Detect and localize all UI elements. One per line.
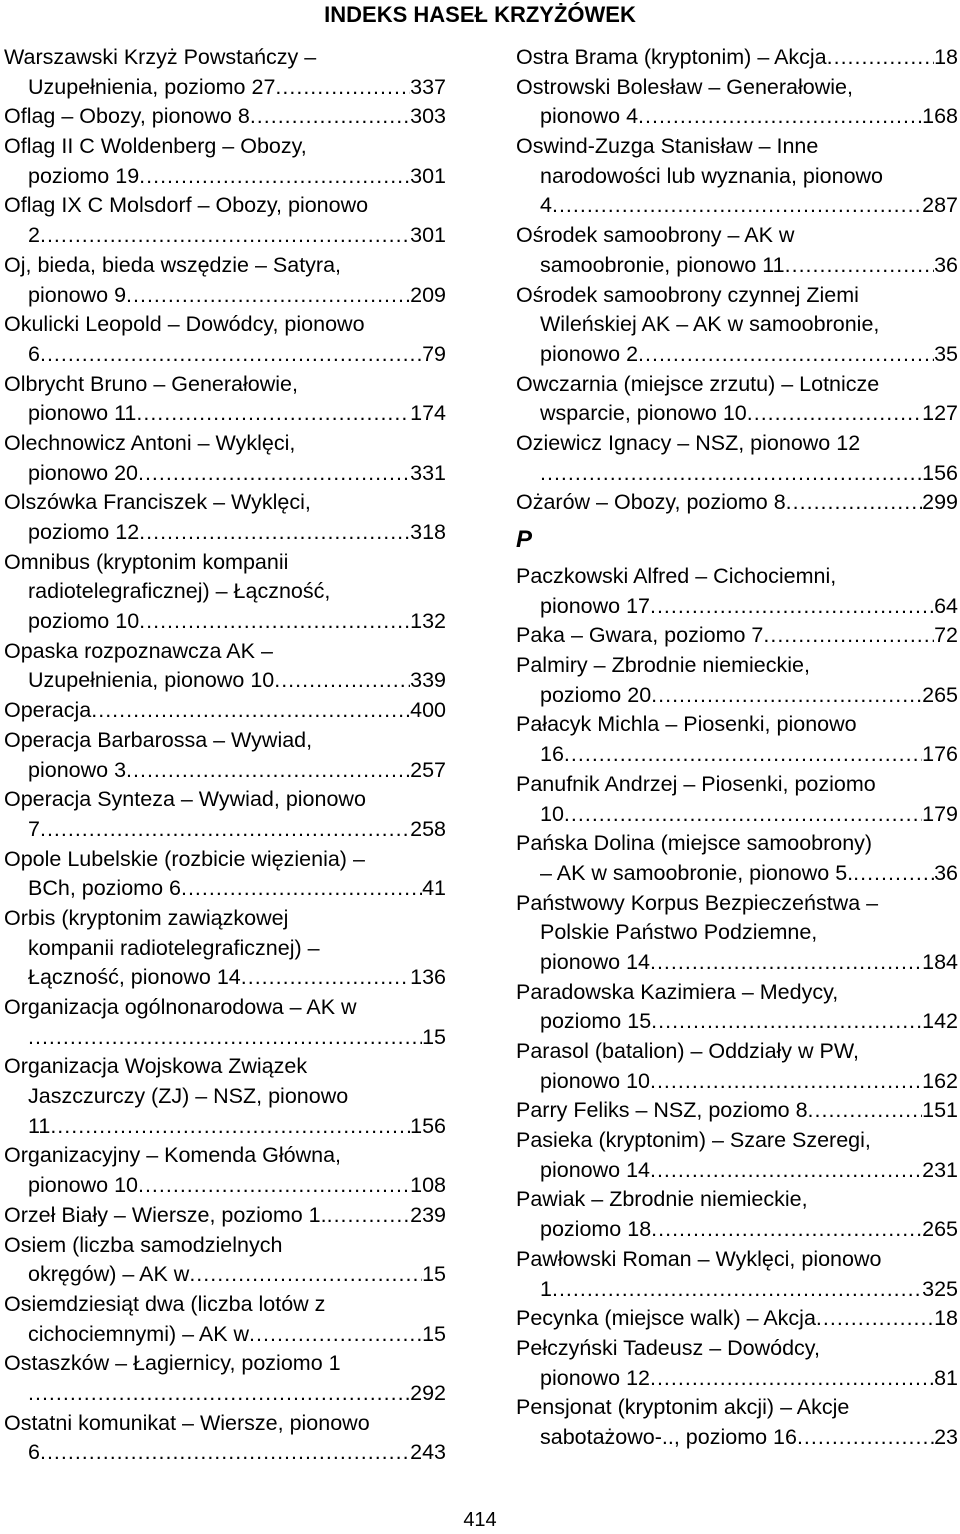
index-entry-text: Panufnik Andrzej – Piosenki, poziomo [516,771,876,796]
index-entry-page: 325 [922,1276,958,1301]
index-entry-text: Parasol (batalion) – Oddziały w PW, [516,1039,859,1063]
index-entry-page: 64 [934,593,958,618]
dot-leader [126,756,410,786]
index-entry-last-line [516,1275,958,1305]
dot-leader [250,102,410,132]
index-entry-last-line [4,221,446,251]
index-entry-page: 36 [934,252,958,277]
index-entry-page: 168 [922,104,958,129]
index-entry-page: 81 [934,1365,958,1390]
index-entry-page: 299 [922,490,958,515]
index-entry-page: 79 [422,341,446,366]
index-entry-last-line [4,815,446,845]
index-entry-last-line [4,459,446,489]
index-entry-text: Operacja [4,698,92,723]
index-entry [516,562,958,621]
dot-leader [138,1171,410,1201]
dot-leader [241,963,410,993]
dot-leader [808,1096,923,1126]
index-entry-text: kompanii radiotelegraficznej) – [28,935,320,960]
index-entry [4,637,446,696]
index-entry [4,429,446,488]
index-entry [516,829,958,888]
index-entry [4,1141,446,1200]
index-entry [516,132,958,221]
dot-leader [91,696,410,726]
index-entry [516,1185,958,1244]
index-entry [516,1304,958,1334]
index-entry-last-line [4,399,446,429]
index-entry [4,1409,446,1468]
index-entry-text: Operacja Synteza – Wywiad, pionowo [4,787,366,812]
index-entry [4,310,446,369]
index-entry-text: BCh, poziomo 6 [28,876,181,901]
index-entry-page: 231 [922,1157,958,1182]
index-entry-text: poziomo 18 [540,1217,652,1242]
index-entry-text: poziomo 10 [28,609,140,634]
index-entry-text: Pecynka (miejsce walk) – Akcja [516,1306,816,1331]
index-entry-last-line [4,1171,446,1201]
dot-leader [40,221,410,251]
index-entry-text: Pełczyński Tadeusz – Dowódcy, [516,1335,820,1360]
index-entry-text: pionowo 20 [28,460,138,485]
index-entry-last-line [4,1320,446,1350]
index-entry-last-line [4,1112,446,1142]
index-entry-last-line [516,1096,958,1126]
index-entry-text: Łączność, pionowo 14 [28,965,241,990]
index-entry-text: pionowo 2 [540,341,639,366]
dot-leader [126,281,410,311]
index-entry-text: Operacja Barbarossa – Wywiad, [4,727,313,752]
index-entry-last-line [516,1007,958,1037]
index-entry-page: 301 [410,223,446,248]
index-entry-last-line [516,621,958,651]
index-entry [4,191,446,250]
index-entry-text: Parry Feliks – NSZ, poziomo 8 [516,1098,808,1123]
index-entry-last-line [4,963,446,993]
index-entry-text: Olszówka Franciszek – Wyklęci, [4,490,311,515]
index-entry [4,548,446,637]
dot-leader [28,1023,422,1053]
index-entry [516,43,958,73]
index-entry-text: Ostaszków – Łagiernicy, poziomo 1 [4,1351,341,1376]
index-entry-text: poziomo 15 [540,1009,652,1034]
index-entry-last-line [516,43,958,73]
index-entry-text: Paczkowski Alfred – Cichociemni, [516,564,837,588]
dot-leader [650,592,934,622]
index-entry-page: 257 [410,757,446,782]
index-entry-last-line [4,666,446,696]
index-entry-page: 209 [410,282,446,307]
index-entry-last-line [4,607,446,637]
index-entry-text: Omnibus (kryptonim kompanii [4,549,289,574]
index-entry-last-line [516,800,958,830]
index-entry-last-line [516,251,958,281]
index-entry-page: 176 [922,742,958,767]
index-entry [516,1334,958,1393]
dot-leader [139,607,410,637]
dot-leader [139,518,410,548]
index-entry-page: 174 [410,401,446,426]
index-entry-page: 339 [410,668,446,693]
index-entry [4,1231,446,1290]
index-entry-last-line [4,756,446,786]
index-entry-text: Ożarów – Obozy, poziomo 8 [516,490,786,515]
index-entry-text: cichociemnymi) – AK w [28,1321,250,1346]
dot-leader [650,1364,934,1394]
index-entry-page: 239 [410,1202,446,1227]
index-entry-text: 6 [28,341,40,366]
dot-leader [50,1112,410,1142]
section-letter: P [516,526,533,553]
index-entry [4,488,446,547]
dot-leader [136,399,410,429]
index-entry-page: 18 [934,45,958,69]
index-entry-text: Orzeł Biały – Wiersze, poziomo 1. [4,1202,327,1227]
index-entry [4,993,446,1052]
index-entry-last-line [4,1023,446,1053]
index-entry-page: 301 [410,163,446,188]
dot-leader [785,251,934,281]
index-entry-last-line [516,740,958,770]
index-entry-text: pionowo 14 [540,1157,650,1182]
index-entry-page: 15 [422,1321,446,1346]
index-column-left [4,43,446,1468]
index-entry-last-line [516,1423,958,1453]
index-entry-text: 11 [28,1113,51,1138]
index-entry [516,770,958,829]
index-entry-page: 108 [410,1173,446,1198]
index-entry-last-line [516,459,958,489]
index-entry [4,1201,446,1231]
index-entry-text: Wileńskiej AK – AK w samoobronie, [540,312,880,337]
dot-leader [827,43,934,73]
dot-leader [650,948,922,978]
index-entry-text: Jaszczurczy (ZJ) – NSZ, pionowo [28,1084,349,1109]
index-entry-last-line [516,340,958,370]
index-entry-last-line [516,1304,958,1334]
dot-leader [786,488,922,518]
dot-leader [40,1438,410,1468]
index-entry-text: Olbrycht Bruno – Generałowie, [4,371,298,396]
index-entry-text: Osiemdziesiąt dwa (liczba lotów z [4,1291,326,1316]
index-entry-last-line [4,1260,446,1290]
index-entry-last-line [4,102,446,132]
dot-leader [638,340,934,370]
index-entry-last-line [4,1438,446,1468]
dot-leader [650,1156,922,1186]
index-entry-page: 35 [934,341,958,366]
index-entry-last-line [516,859,958,889]
index-entry-text: pionowo 17 [540,593,650,618]
index-entry [4,1349,446,1408]
index-entry-page: 23 [934,1424,958,1449]
index-entry [4,1052,446,1141]
dot-leader [139,162,410,192]
dot-leader [797,1423,934,1453]
index-entry [4,1290,446,1349]
index-entry-text: Owczarnia (miejsce zrzutu) – Lotnicze [516,371,880,396]
index-entry-text: pionowo 10 [540,1068,650,1093]
dot-leader [249,1320,422,1350]
index-entry [4,904,446,993]
dot-leader [564,800,922,830]
page-header: INDEKS HASEŁ KRZYŻÓWEK [324,2,636,27]
index-entry-page: 184 [922,949,958,974]
index-entry [516,281,958,370]
index-entry-text: Oflag II C Woldenberg – Obozy, [4,134,307,159]
index-entry-text: Polskie Państwo Podziemne, [540,920,818,945]
index-entry [516,1393,958,1452]
index-entry-text: pionowo 12 [540,1365,650,1390]
index-entry-text: Oswind-Zuzga Stanisław – Inne [516,134,819,159]
index-entry-last-line [516,948,958,978]
index-entry-text: Oj, bieda, bieda wszędzie – Satyra, [4,252,342,277]
dot-leader [816,1304,934,1334]
index-entry-text: narodowości lub wyznania, pionowo [540,163,884,188]
dot-leader [651,681,922,711]
index-entry [4,845,446,904]
index-entry-last-line [4,696,446,726]
index-entry-text: 10 [540,801,564,826]
index-entry-page: 162 [922,1068,958,1093]
index-entry-text: Oziewicz Ignacy – NSZ, pionowo 12 [516,430,861,455]
index-entry-text: Pańska Dolina (miejsce samoobrony) [516,831,873,856]
index-entry [4,726,446,785]
index-entry-page: 258 [410,816,446,841]
index-entry-text: Pałacyk Michla – Piosenki, pionowo [516,712,857,737]
index-entry-last-line [4,518,446,548]
index-entry-page: 265 [922,1217,958,1242]
index-entry [516,221,958,280]
index-entry-text: sabotażowo-.., poziomo 16 [540,1424,797,1449]
index-entry-last-line [4,874,446,904]
index-entry-text: pionowo 4 [540,104,639,129]
index-entry-text: pionowo 14 [540,949,650,974]
dot-leader [638,102,922,132]
index-entry [516,73,958,132]
index-entry-text: Pawiak – Zbrodnie niemieckie, [516,1187,808,1212]
index-entry [4,251,446,310]
index-entry-text: Palmiry – Zbrodnie niemieckie, [516,653,810,678]
index-entry [4,696,446,726]
index-entry-page: 132 [410,609,446,634]
dot-leader [40,815,410,845]
index-entry-text: Oflag IX C Molsdorf – Obozy, pionowo [4,193,369,218]
index-entry [516,1037,958,1096]
index-entry-page: 36 [934,860,958,885]
index-entry-text: Pasieka (kryptonim) – Szare Szeregi, [516,1128,871,1153]
index-entry-page: 156 [922,460,958,485]
index-entry [4,785,446,844]
index-entry-text: Pawłowski Roman – Wyklęci, pionowo [516,1246,882,1271]
index-entry-page: 400 [410,698,446,723]
index-entry-text: Organizacyjny – Komenda Główna, [4,1143,342,1168]
index-entry [516,1245,958,1304]
index-entry-last-line [516,592,958,622]
index-entry [4,132,446,191]
dot-leader [552,1275,922,1305]
index-entry-text: poziomo 12 [28,520,140,544]
index-entry [516,429,958,488]
index-entry-last-line [4,1201,446,1231]
index-entry [516,978,958,1037]
index-entry-text: 6 [28,1440,40,1465]
index-entry-page: 265 [922,682,958,707]
dot-leader [40,340,422,370]
dot-leader [853,859,934,889]
dot-leader [327,1201,411,1231]
dot-leader [28,1379,410,1409]
index-entry-page: 15 [422,1024,446,1049]
index-entry-text: Ośrodek samoobrony – AK w [516,223,795,248]
index-entry-last-line [516,1215,958,1245]
index-entry-page: 127 [922,401,958,426]
index-entry [516,889,958,978]
index-entry-text: Paka – Gwara, poziomo 7 [516,623,764,648]
index-entry-text: okręgów) – AK w [28,1262,190,1287]
index-entry-text: Oflag – Obozy, pionowo 8 [4,104,250,129]
index-entry-text: Ostrowski Bolesław – Generałowie, [516,74,853,99]
index-entry-last-line [4,1379,446,1409]
index-entry-text: poziomo 20 [540,682,652,707]
index-entry [516,710,958,769]
index-entry-text: Olechnowicz Antoni – Wyklęci, [4,430,296,455]
index-entry-page: 287 [922,193,958,218]
index-entry-text: Okulicki Leopold – Dowódcy, pionowo [4,312,365,337]
index-entry-text: Ośrodek samoobrony czynnej Ziemi [516,282,859,307]
index-entry-text: Osiem (liczba samodzielnych [4,1232,283,1257]
index-entry-last-line [516,681,958,711]
index-entry-page: 303 [410,104,446,129]
index-entry [516,621,958,651]
dot-leader [181,874,422,904]
page-number: 414 [463,1509,497,1531]
index-entry-text: pionowo 10 [28,1173,138,1198]
dot-leader [552,191,922,221]
index-entry-last-line [4,162,446,192]
index-entry-text: Paradowska Kazimiera – Medycy, [516,979,839,1004]
index-entry-last-line [516,102,958,132]
dot-leader [275,73,410,103]
index-entry-text: Warszawski Krzyż Powstańczy – [4,45,317,69]
dot-leader [138,459,410,489]
index-entry-page: 136 [410,965,446,990]
index-entry-page: 156 [410,1113,446,1138]
dot-leader [274,666,410,696]
index-entry [516,370,958,429]
index-entry-text: Opaska rozpoznawcza AK – [4,638,273,663]
index-entry [516,488,958,518]
index-entry-text: poziomo 19 [28,163,140,188]
index-entry-text: Organizacja ogólnonarodowa – AK w [4,995,357,1019]
index-entry [4,43,446,102]
index-entry-text: Uzupełnienia, pionowo 10 [28,668,275,693]
index-entry-text: radiotelegraficznej) – Łączność, [28,579,331,604]
dot-leader [650,1067,922,1097]
index-entry-page: 243 [410,1440,446,1465]
index-entry-text: Pensjonat (kryptonim akcji) – Akcje [516,1395,850,1420]
dot-leader [651,1007,922,1037]
index-entry-text: pionowo 3 [28,757,127,782]
index-column-right [516,43,958,1453]
index-entry-last-line [516,1364,958,1394]
index-entry-page: 41 [422,876,446,901]
index-entry-text: 7 [28,816,40,841]
index-entry [516,1126,958,1185]
dot-leader [540,459,922,489]
index-entry-text: Państwowy Korpus Bezpieczeństwa – [516,890,879,915]
index-entry-text: 16 [540,742,564,767]
index-entry-text: Orbis (kryptonim zawiązkowej [4,905,289,930]
index-entry-text: – AK w samoobronie, pionowo 5. [540,860,854,885]
index-entry-page: 318 [410,520,446,544]
index-entry-text: samoobronie, pionowo 11 [540,252,785,277]
index-entry-page: 15 [422,1262,446,1287]
dot-leader [651,1215,922,1245]
index-entry-page: 292 [410,1380,446,1405]
index-entry-text: Ostra Brama (kryptonim) – Akcja [516,45,827,69]
index-entry-page: 337 [410,74,446,99]
index-entry [516,651,958,710]
index-entry-last-line [516,1156,958,1186]
index-entry-page: 142 [922,1009,958,1034]
index-entry-page: 18 [934,1306,958,1331]
index-entry-text: pionowo 9 [28,282,127,307]
index-entry [4,370,446,429]
index-entry-last-line [516,488,958,518]
dot-leader [564,740,922,770]
index-entry-text: Opole Lubelskie (rozbicie więzienia) – [4,846,365,871]
index-entry-text: pionowo 11 [28,401,137,426]
index-entry-last-line [516,399,958,429]
index-entry-last-line [4,73,446,103]
index-entry-text: Organizacja Wojskowa Związek [4,1054,308,1079]
index-entry [4,102,446,132]
index-entry-page: 179 [922,801,958,826]
index-entry-text: 2 [28,223,40,248]
dot-leader [747,399,922,429]
dot-leader [189,1260,422,1290]
index-entry-text: wsparcie, pionowo 10 [540,401,747,426]
index-entry-text: Ostatni komunikat – Wiersze, pionowo [4,1410,370,1435]
index-entry [516,1096,958,1126]
index-entry-last-line [4,281,446,311]
index-entry-last-line [4,340,446,370]
index-entry-page: 331 [410,460,446,485]
dot-leader [763,621,934,651]
index-entry-text: 1 [540,1276,552,1301]
index-entry-last-line [516,1067,958,1097]
index-entry-page: 72 [934,623,958,648]
index-entry-text: 4 [540,193,552,218]
index-entry-page: 151 [922,1098,958,1123]
index-entry-last-line [516,191,958,221]
index-entry-text: Uzupełnienia, poziomo 27 [28,74,276,99]
